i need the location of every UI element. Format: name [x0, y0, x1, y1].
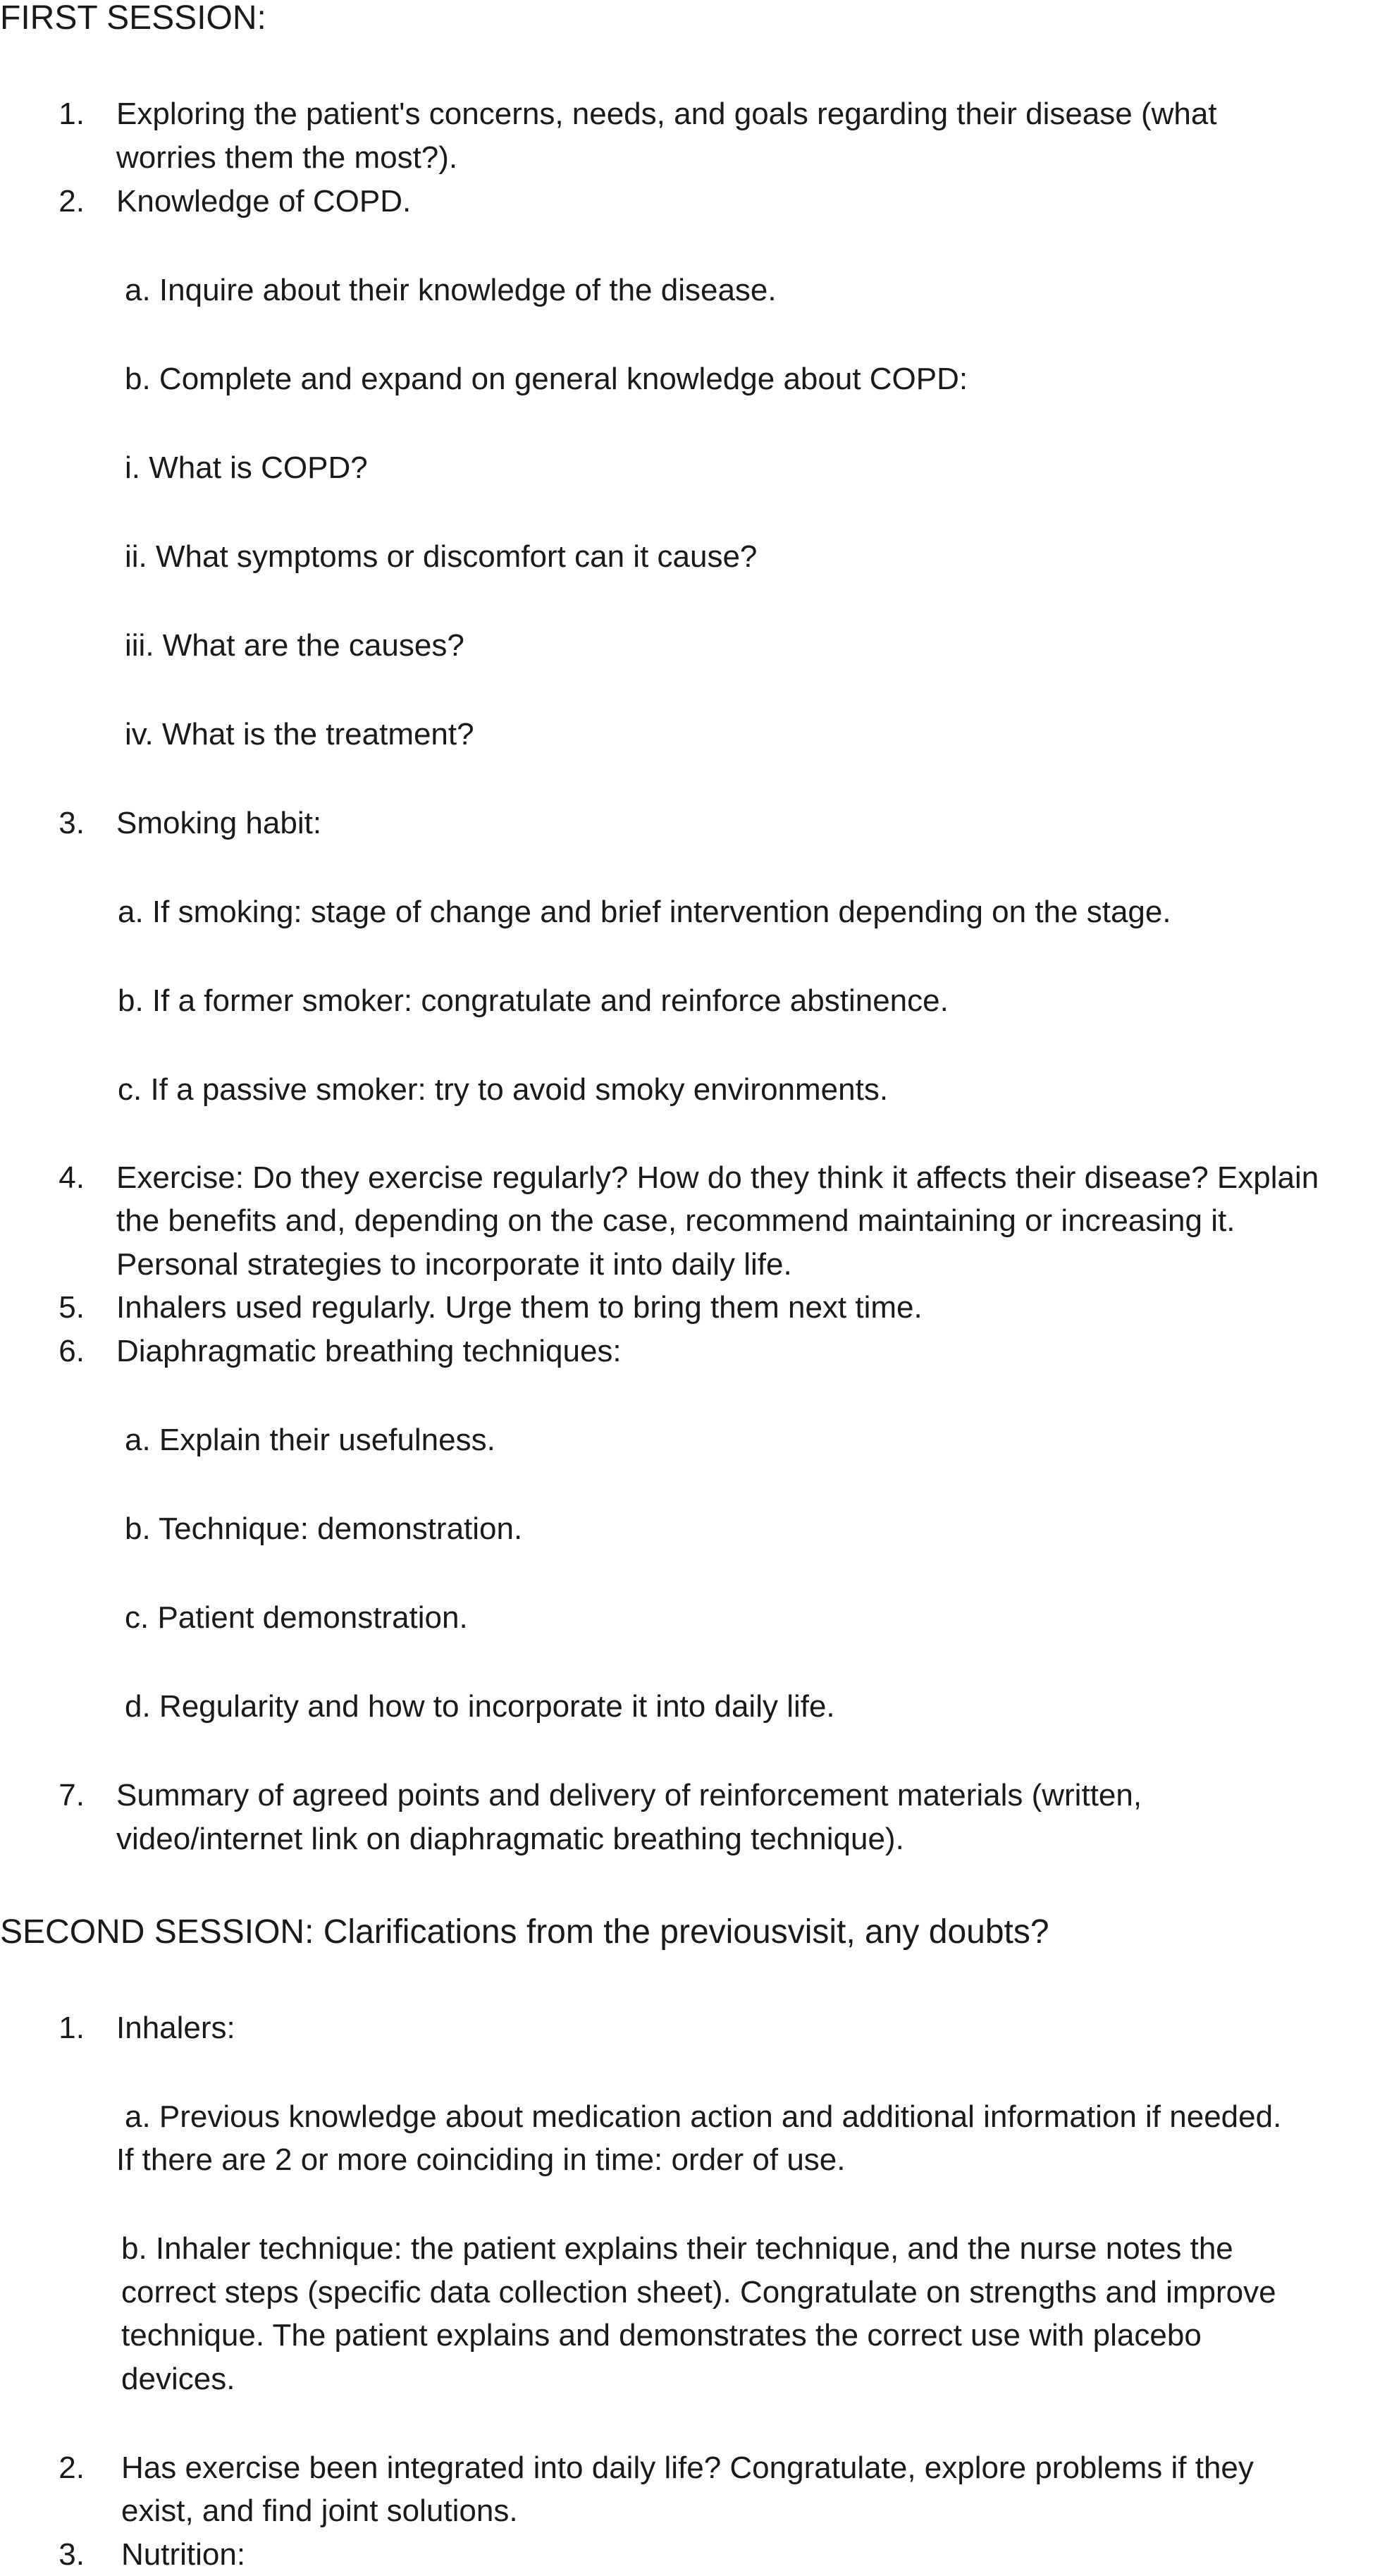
sub-item: a. Previous knowledge about medication action and additional information if needed. [125, 2099, 1282, 2134]
list-number: 2. [58, 184, 85, 219]
first-session-heading: FIRST SESSION: [0, 0, 266, 37]
second-session-heading: SECOND SESSION: Clarifications from the previousvisit, any doubts? [0, 1913, 1049, 1951]
sub-sub-item: ii. What symptoms or discomfort can it cause? [125, 539, 758, 574]
sub-item: a. Inquire about their knowledge of the disease. [125, 273, 777, 307]
sub-item: If there are 2 or more coinciding in time: order of use. [116, 2142, 846, 2177]
list-item-text: Nutrition: [121, 2537, 246, 2572]
list-number: 1. [58, 97, 85, 131]
list-item-text: Summary of agreed points and delivery of reinforcement materials (written, [116, 1778, 1142, 1813]
sub-sub-item: i. What is COPD? [125, 450, 368, 485]
list-item-text: Exercise: Do they exercise regularly? How do they think it affects their disease? Explain [116, 1160, 1319, 1195]
sub-item: technique. The patient explains and demonstrates the correct use with placebo [121, 2318, 1202, 2353]
sub-item: a. Explain their usefulness. [125, 1423, 495, 1457]
list-item-text: Knowledge of COPD. [116, 184, 412, 219]
list-item-text: Inhalers: [116, 2011, 235, 2045]
sub-sub-item: iv. What is the treatment? [125, 717, 474, 752]
list-item-text: Personal strategies to incorporate it into daily life. [116, 1247, 792, 1282]
list-item-text: Inhalers used regularly. Urge them to bring them next time. [116, 1290, 923, 1325]
list-number: 1. [58, 2011, 85, 2045]
list-number: 7. [58, 1778, 85, 1813]
list-item-text: Has exercise been integrated into daily life? Congratulate, explore problems if they [121, 2451, 1254, 2485]
list-item-text: Diaphragmatic breathing techniques: [116, 1334, 622, 1368]
list-item-text: the benefits and, depending on the case, recommend maintaining or increasing it. [116, 1203, 1235, 1238]
sub-item: c. If a passive smoker: try to avoid smoky environments. [118, 1072, 889, 1107]
list-number: 2. [58, 2451, 85, 2485]
sub-item: b. If a former smoker: congratulate and reinforce abstinence. [118, 983, 949, 1018]
list-item-text: worries them the most?). [116, 140, 458, 175]
sub-item: b. Complete and expand on general knowledge about COPD: [125, 362, 968, 396]
sub-item: correct steps (specific data collection sheet). Congratulate on strengths and improve [121, 2275, 1276, 2310]
list-item-text: exist, and find joint solutions. [121, 2494, 518, 2528]
list-number: 4. [58, 1160, 85, 1195]
list-number: 3. [58, 2537, 85, 2572]
sub-item: c. Patient demonstration. [125, 1600, 468, 1635]
sub-sub-item: iii. What are the causes? [125, 628, 464, 663]
sub-item: d. Regularity and how to incorporate it into daily life. [125, 1689, 835, 1724]
list-number: 5. [58, 1290, 85, 1325]
sub-item: b. Inhaler technique: the patient explains their technique, and the nurse notes the [121, 2231, 1233, 2266]
list-number: 3. [58, 806, 85, 840]
list-number: 6. [58, 1334, 85, 1368]
list-item-text: Exploring the patient's concerns, needs, and goals regarding their disease (what [116, 97, 1217, 131]
sub-item: b. Technique: demonstration. [125, 1511, 523, 1546]
sub-item: devices. [121, 2362, 235, 2396]
sub-item: a. If smoking: stage of change and brief intervention depending on the stage. [118, 895, 1171, 929]
list-item-text: video/internet link on diaphragmatic breathing technique). [116, 1822, 904, 1856]
list-item-text: Smoking habit: [116, 806, 322, 840]
